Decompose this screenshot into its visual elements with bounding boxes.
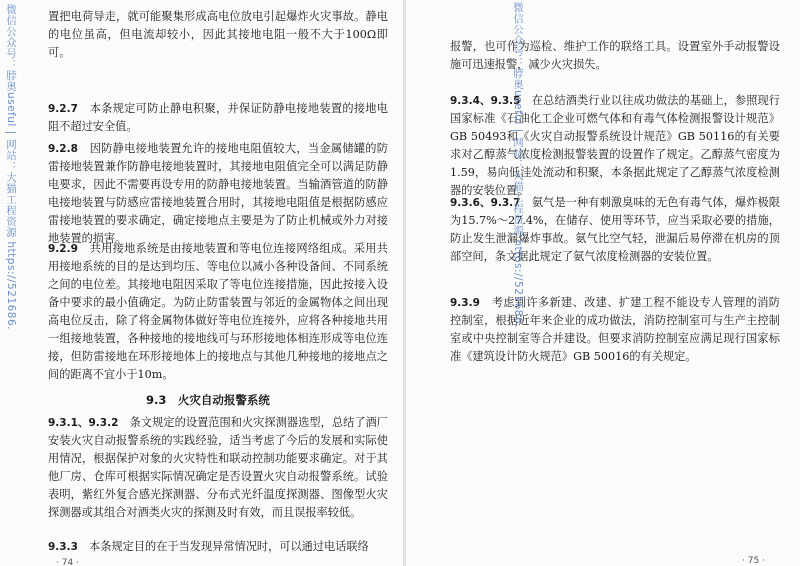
page-number: · 74 · [56,558,79,566]
paragraph-text: 报警，也可作为巡检、维护工作的联络工具。设置室外手动报警设施可迅速报警，减少火灾损失。 [450,40,780,71]
clause-9-2-7 [48,100,388,136]
paragraph-continued [48,8,388,62]
clause-text: 在总结酒类行业以往成功做法的基础上，参照现行国家标准《石油化工企业可燃气体和有毒气体检测报警设计规范》GB 50493和《火灾自动报警系统设计规范》GB 50116的有关要求对乙醇蒸气浓度检测报警装置的设置作了规定。乙醇蒸气密度为1.59，易向低洼处流动和积聚，本条据此规定了乙醇蒸气浓度检测器的安装位置。 [450,94,780,197]
clause-text: 共用接地系统是由接地装置和等电位连接网络组成。采用共用接地系统的目的是达到均压、等电位以减小各种设备间、不同系统之间的电位差。其接地电阻因采取了等电位连接措施，因此按接入设备中要求的最小值确定。为防止防雷装置与邻近的金属物体之间出现高电位反击，除了将金属物体做好等电位连接外，应将各种接地共用一组接地装置，各种接地的接地线可与环形接地体相连形成等电位连接，但防雷接地在环形接地体上的接地点与其他几种接地的接地点之间的距离不宜小于10m。 [48,242,388,381]
clause-number: 9.2.8 [48,143,78,155]
clause-text: 因防静电接地装置允许的接地电阻值较大，当金属储罐的防雷接地装置兼作防静电接地装置时，其接地电阻值完全可以满足防静电要求，因此不需要再设专用的防静电接地装置。当输酒管道的防静电接地装置与防感应雷接地装置合用时，其接地电阻值是根据防感应雷接地装置的要求确定，确定接地点主要是为了防止机械或外力对接地装置的损害。 [48,142,388,245]
clause-9-3-1 [48,414,388,522]
clause-text: 条文规定的设置范围和火灾探测器选型，总结了酒厂安装火灾自动报警系统的实践经验，适当考虑了今后的发展和实际使用情况，根据保护对象的火灾特性和联动控制功能要求确定。对于其他厂房、仓库可根据实际情况确定是否设置火灾自动报警系统。试验表明，紫红外复合感光探测器、分布式光纤温度探测器、图像型火灾探测器或其组合对酒类火灾的探测及时有效，而且误报率较低。 [48,416,388,519]
clause-number: 9.3.4、9.3.5 [450,95,521,107]
clause-9-3-6 [450,194,780,266]
clause-9-3-3 [48,538,388,556]
paragraph-continued [450,38,780,74]
clause-number: 9.2.9 [48,243,78,255]
clause-text: 考虑到许多新建、改建、扩建工程不能设专人管理的消防控制室，根据近年来企业的成功做法，消防控制室可与生产主控制室或中央控制室等合并建设。但要求消防控制室应满足现行国家标准《建筑设计防火规范》GB 50016的有关规定。 [450,296,780,363]
clause-text: 本条规定目的在于当发现异常情况时，可以通过电话联络 [89,540,369,553]
clause-text: 本条规定可防止静电积聚，并保证防静电接地装置的接地电阻不超过安全值。 [48,102,388,133]
clause-9-3-9 [450,294,780,366]
clause-9-3-4 [450,92,780,200]
right-page [406,0,800,566]
watermark-left: 微信公众号：脖奥useful | 网站：大猫工程资源 https://521686. [5,4,17,330]
clause-number: 9.3.9 [450,297,480,309]
clause-number: 9.3.1、9.3.2 [48,417,119,429]
clause-number: 9.3.6、9.3.7 [450,197,521,209]
clause-9-2-8 [48,140,388,248]
clause-9-2-9 [48,240,388,384]
page-number: · 75 · [742,556,765,566]
clause-text: 氨气是一种有刺激臭味的无色有毒气体，爆炸极限为15.7%～27.4%，在储存、使用等环节，应当采取必要的措施，防止发生泄漏爆炸事故。氨气比空气轻，泄漏后易停滞在机房的顶部空间，条文据此规定了氨气浓度检测器的安装位置。 [450,196,780,263]
watermark-right: 微信公众号：脖奥useful | 网站：大猫工程资源 https://521686. [512,2,524,328]
section-heading: 9.3 火灾自动报警系统 [146,393,270,407]
clause-number: 9.2.7 [48,103,78,115]
paragraph-text: 置把电荷导走，就可能聚集形成高电位放电引起爆炸火灾事故。静电的电位虽高，但电流却较小，因此其接地电阻一般不大于100Ω即可。 [48,10,388,59]
clause-number: 9.3.3 [48,541,78,553]
